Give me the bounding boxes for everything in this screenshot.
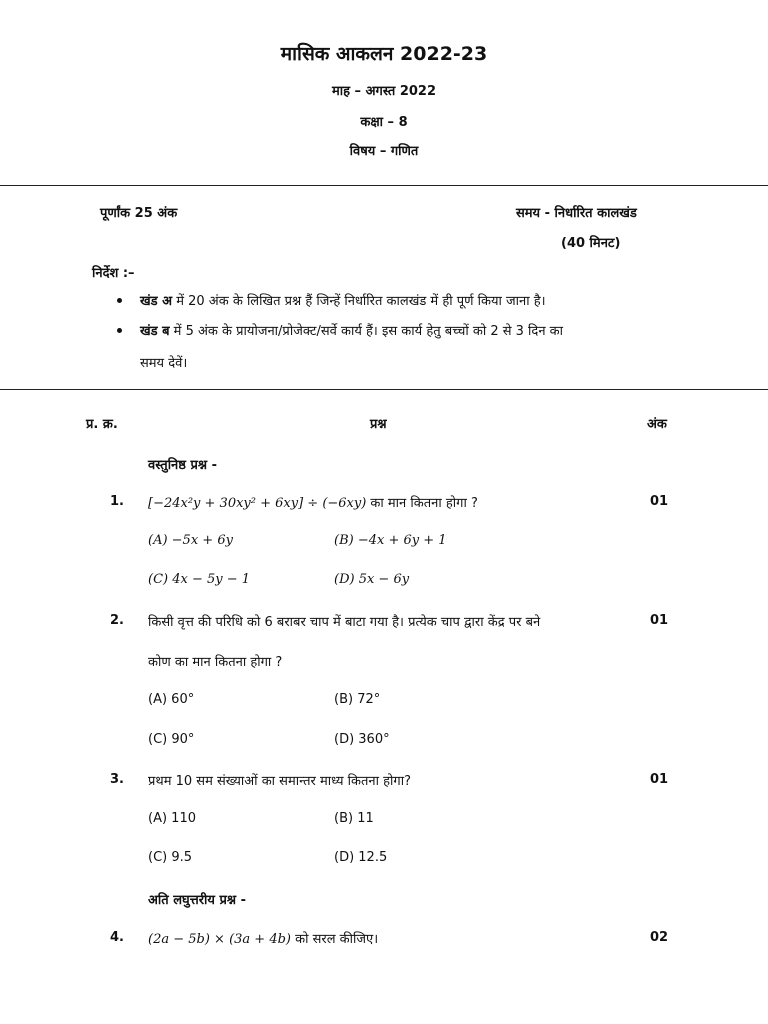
bullet-icon <box>117 328 122 333</box>
instruction-item <box>140 291 546 309</box>
document-title: मासिक आकलन 2022-23 <box>280 43 488 65</box>
option-b: (B) 11 <box>334 811 374 826</box>
month-line: माह – अगस्त 2022 <box>331 84 437 99</box>
option-a: (A) 60° <box>148 692 195 707</box>
question-number: 3. <box>110 772 124 787</box>
total-marks: पूर्णांक 25 अंक <box>100 206 178 221</box>
instruction-text: में 5 अंक के प्रायोजना/प्रोजेक्ट/सर्वे कार्य हैं। इस कार्य हेतु बच्चों को 2 से 3 दिन का <box>169 324 564 339</box>
instruction-section-label: खंड ब <box>140 324 170 339</box>
bullet-icon <box>117 298 122 303</box>
question-marks: 01 <box>650 494 669 509</box>
instruction-text: में 20 अंक के लिखित प्रश्न हैं जिन्हें निर्धारित कालखंड में ही पूर्ण किया जाना है। <box>172 294 546 309</box>
middle-divider <box>0 389 768 390</box>
option-a: (A) −5x + 6y <box>148 533 233 548</box>
instruction-item <box>140 321 563 339</box>
instruction-section-label: खंड अ <box>140 294 173 309</box>
question-text: प्रथम 10 सम संख्याओं का समान्तर माध्य कितना होगा? <box>148 774 412 789</box>
math-expression: (2a − 5b) × (3a + 4b) <box>148 932 291 947</box>
math-expression: [−24x²y + 30xy² + 6xy] ÷ (−6xy) <box>148 496 367 511</box>
question-marks: 01 <box>650 613 669 628</box>
question-number: 4. <box>110 930 124 945</box>
question-text: किसी वृत्त की परिधि को 6 बराबर चाप में बाटा गया है। प्रत्येक चाप द्वारा केंद्र पर बने <box>148 615 541 630</box>
top-divider <box>0 185 768 186</box>
option-c: (C) 4x − 5y − 1 <box>148 572 251 587</box>
question-text <box>148 929 378 947</box>
class-line: कक्षा – 8 <box>360 115 408 130</box>
option-c: (C) 9.5 <box>148 850 193 865</box>
instructions-heading: निर्देश :– <box>92 266 135 281</box>
section-heading-objective: वस्तुनिष्ठ प्रश्न - <box>148 458 217 473</box>
question-marks: 01 <box>650 772 669 787</box>
subject-line: विषय – गणित <box>349 144 419 159</box>
section-heading-very-short: अति लघुत्तरीय प्रश्न - <box>148 893 246 908</box>
question-marks: 02 <box>650 930 669 945</box>
column-header-sno: प्र. क्र. <box>86 417 118 432</box>
option-a: (A) 110 <box>148 811 196 826</box>
option-c: (C) 90° <box>148 732 195 747</box>
question-suffix: को सरल कीजिए। <box>291 932 379 947</box>
duration-label: (40 मिनट) <box>561 236 621 251</box>
column-header-marks: अंक <box>647 417 667 432</box>
instruction-text-continued: समय देवें। <box>140 356 188 371</box>
option-d: (D) 360° <box>334 732 390 747</box>
option-b: (B) 72° <box>334 692 381 707</box>
option-d: (D) 5x − 6y <box>334 572 410 587</box>
question-number: 1. <box>110 494 124 509</box>
question-number: 2. <box>110 613 124 628</box>
question-text-continued: कोण का मान कितना होगा ? <box>148 655 283 670</box>
question-suffix: का मान कितना होगा ? <box>366 496 478 511</box>
question-text <box>148 493 478 511</box>
column-header-question: प्रश्न <box>370 417 387 432</box>
time-label: समय - निर्धारित कालखंड <box>516 206 637 221</box>
option-b: (B) −4x + 6y + 1 <box>334 533 447 548</box>
option-d: (D) 12.5 <box>334 850 388 865</box>
